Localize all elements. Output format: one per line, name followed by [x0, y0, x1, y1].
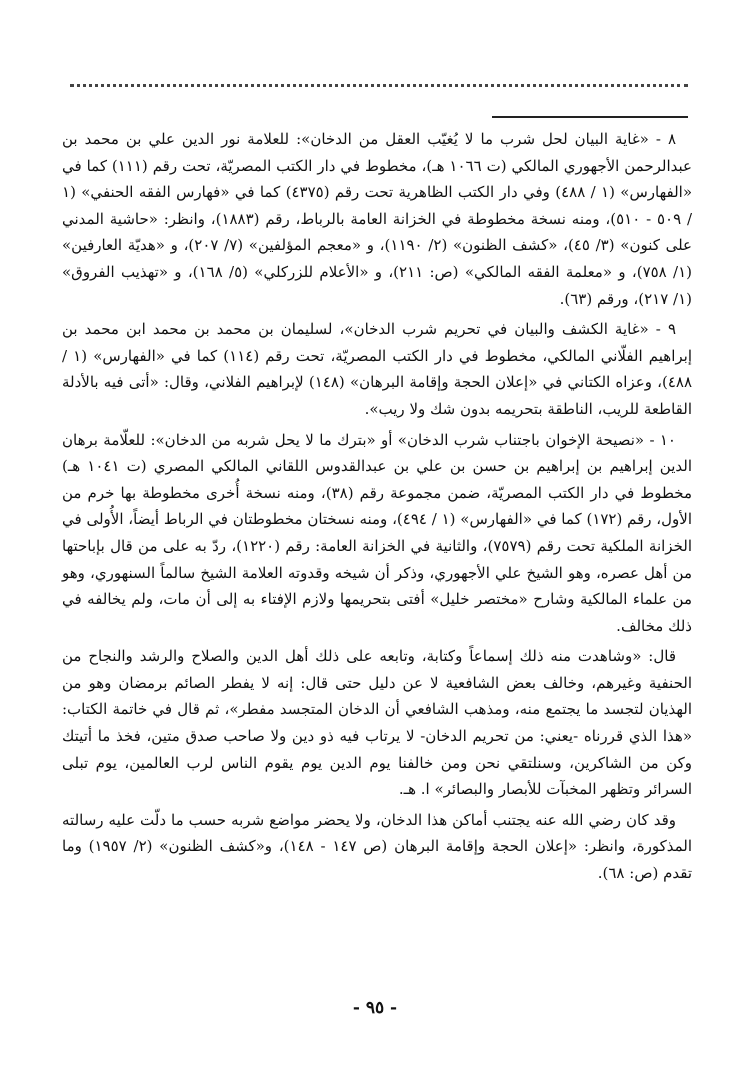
dotted-separator [70, 84, 688, 87]
footnote-8: ٨ - «غاية البيان لحل شرب ما لا يُغيّب العقل من الدخان»: للعلامة نور الدين علي بن محمد بن عبدالرحمن الأجهوري المالكي (ت ١٠٦٦ هـ)، مخطوط في دار الكتب المصريّة، تحت رقم (١١١) كما في «الفهارس» (١ / ٤٨٨) وفي دار الكتب الظاهرية تحت رقم (٤٣٧٥) كما في «فهارس الفقه الحنفي» (١ / ٥٠٩ - ٥١٠)، ومنه نسخة مخطوطة في الخزانة العامة بالرباط، رقم (١٨٨٣)، وانظر: «حاشية المدني على كنون» (٣/ ٤٥)، «كشف الظنون» (٢/ ١١٩٠)، و «معجم المؤلفين» (٧/ ٢٠٧)، و «هديّة العارفين» (١/ ٧٥٨)، و «معلمة الفقه المالكي» (ص: ٢١١)، و «الأعلام للزركلي» (٥/ ١٦٨)، و «تهذيب الفروق» (١/ ٢١٧)، ورقم (٦٣). [62, 130, 693, 308]
footnote-10: ١٠ - «نصيحة الإخوان باجتناب شرب الدخان» أو «بترك ما لا يحل شربه من الدخان»: للعلّامة برهان الدين إبراهيم بن إبراهيم بن حسن بن علي بن عبدالقدوس اللقاني المالكي المصري (ت ١٠٤١ هـ) مخطوط في دار الكتب المصريّة، ضمن مجموعة رقم (٣٨)، ومنه نسخة أُخرى مخطوطة بها خرم من الأول، رقم (١٧٢) كما في «الفهارس» (١ / ٤٩٤)، ومنه نسختان مخطوطتان في الرباط أيضاً، الأُولى في الخزانة الملكية تحت رقم (٧٥٧٩)، والثانية في الخزانة العامة: رقم (١٢٢٠)، ردّ به على من قال بإباحتها من أهل عصره، وهو الشيخ علي الأجهوري، وذكر أن شيخه وقدوته العلامة الشيخ سالماً السنهوري، وهو من علماء المالكية وشارح «مختصر خليل» أفتى بتحريمها ولازم الإفتاء به إلى أن مات، ولم يخالفه في ذلك مخالف. [62, 430, 693, 635]
footnote-rule [492, 116, 688, 118]
quote-paragraph: قال: «وشاهدت منه ذلك إسماعاً وكتابة، وتابعه على ذلك أهل الدين والصلاح والرشد والنجاح من الحنفية وغيرهم، وخالف بعض الشافعية لا عن دليل حتى قال: إنه لا يفطر الصائم برمضان وهو من الهذيان لتجسد ما يجتمع منه، ومذهب الشافعي أن الدخان المتجسد مفطر»، ثم قال في خاتمة الكتاب: «هذا الذي قررناه -يعني: من تحريم الدخان- لا يرتاب فيه ذو دين ولا صاحب صدق متين، فخذ ما أتيتك وكن من الشاكرين، وسنلتقي نحن ومن خالفنا يوم الدين يوم يقوم الناس لرب العالمين، يوم تبلى السرائر وتظهر المخبآت للأبصار والبصائر» ا. هـ. [62, 647, 692, 799]
footnotes-section [62, 126, 692, 891]
closing-paragraph: وقد كان رضي الله عنه يجتنب أماكن هذا الدخان، ولا يحضر مواضع شربه حسب ما دلّت عليه رسالته المذكورة، وانظر: «إعلان الحجة وإقامة البرهان (ص ١٤٧ - ١٤٨)، و«كشف الظنون» (٢/ ١٩٥٧) وما تقدم (ص: ٦٨). [62, 810, 693, 883]
page-number: - ٩٥ - [352, 998, 398, 1018]
footnote-9: ٩ - «غاية الكشف والبيان في تحريم شرب الدخان»، لسليمان بن محمد بن محمد ابن محمد بن إبراهيم الفلّاني المالكي، مخطوط في دار الكتب المصريّة، تحت رقم (١١٤) كما في «الفهارس» (١ / ٤٨٨)، وعزاه الكتاني في «إعلان الحجة وإقامة البرهان» (١٤٨) لإبراهيم الفلاني، وقال: «أتى فيه بالأدلة القاطعة للريب، الناطقة بتحريمه بدون شك ولا ريب». [62, 320, 692, 418]
